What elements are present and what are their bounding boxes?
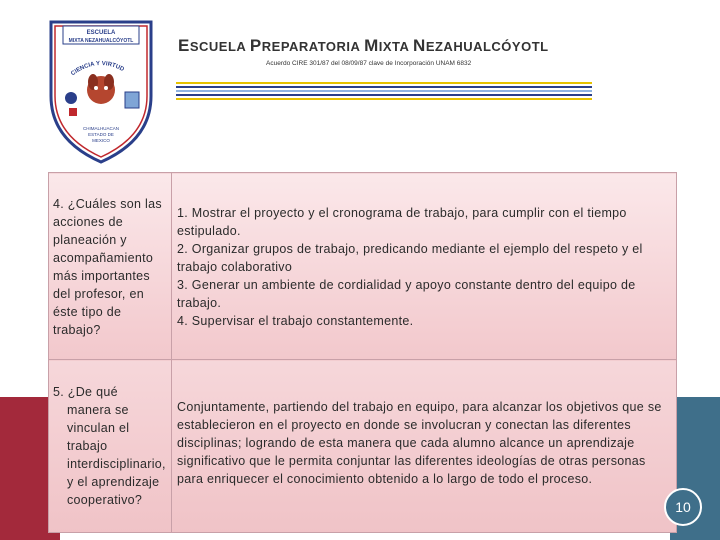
question-4-text: 4. ¿Cuáles son las acciones de planeación y acompañamiento más importantes del profesor, en éste tipo de trabajo? (53, 197, 162, 337)
answer-4-text (172, 173, 676, 330)
answer-cell (172, 360, 677, 533)
decorative-stripes (176, 80, 592, 102)
svg-text:ESTADO DE: ESTADO DE (88, 132, 114, 137)
page-number-badge: 10 (664, 488, 702, 526)
question-cell (49, 173, 172, 360)
school-name-title: ESCUELA PREPARATORIA MIXTA NEZAHUALCÓYOTL (178, 36, 549, 55)
school-crest-logo (45, 18, 157, 166)
question-cell (49, 360, 172, 533)
svg-text:CIENCIA Y VIRTUD: CIENCIA Y VIRTUD (70, 60, 125, 78)
table-row (49, 360, 677, 533)
answer-cell (172, 173, 677, 360)
qa-table (48, 172, 677, 533)
svg-text:MEXICO: MEXICO (92, 138, 110, 143)
answer-5-text: Conjuntamente, partiendo del trabajo en equipo, para alcanzar los objetivos que se establecieron en el proyecto en donde se involucran y conectan las diferentes disciplinas; logrando de esta manera que cada alumno alcance un aprendizaje significativo que le permita conjuntar las diferentes ideologías de otras personas para enriquecer el conocimiento obtenido a lo largo de todo el proceso. (177, 400, 662, 486)
svg-text:ESCUELA: ESCUELA (86, 30, 116, 36)
answer-item: 4. Supervisar el trabajo constantemente. (177, 314, 414, 328)
svg-text:CHIMALHUACAN: CHIMALHUACAN (82, 126, 120, 131)
question-5-text: 5. ¿De qué manera se vinculan el trabajo interdisciplinario, y el aprendizaje cooperativo? (53, 385, 166, 507)
svg-text:MIXTA NEZAHUALCÓYOTL: MIXTA NEZAHUALCÓYOTL (68, 38, 134, 44)
answer-item: 3. Generar un ambiente de cordialidad y apoyo constante dentro del equipo de trabajo. (177, 278, 636, 310)
answer-item: 1. Mostrar el proyecto y el cronograma de trabajo, para cumplir con el tiempo estipulado. (177, 206, 627, 238)
answer-item: 2. Organizar grupos de trabajo, predicando mediante el ejemplo del respeto y el trabajo colaborativo (177, 242, 643, 274)
table-row (49, 173, 677, 360)
incorporation-agreement-text: Acuerdo CIRE 301/87 del 08/09/87 clave de Incorporación UNAM 6832 (266, 60, 472, 67)
